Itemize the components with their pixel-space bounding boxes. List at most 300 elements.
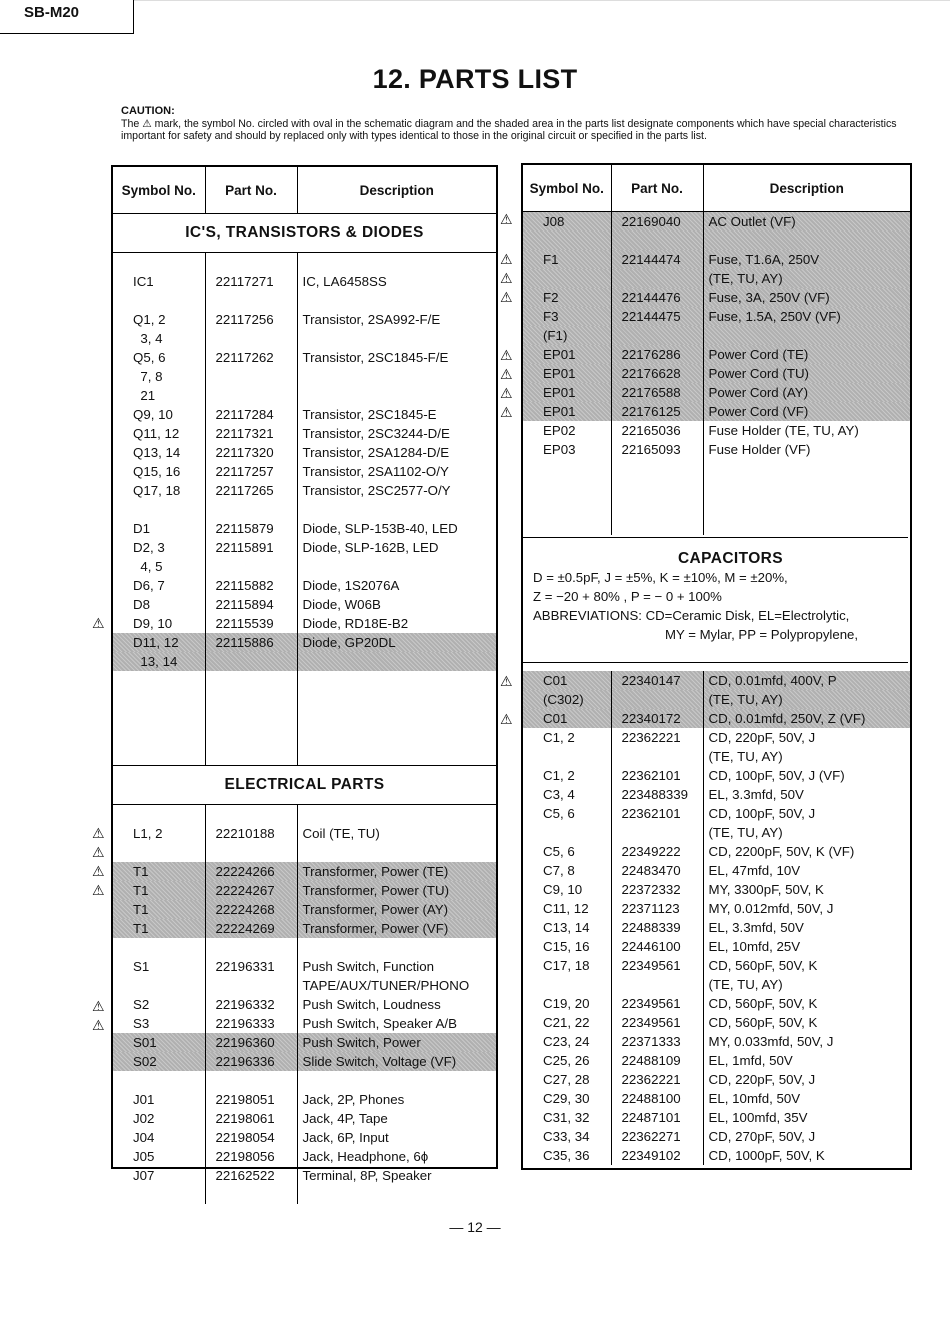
safety-part-row (523, 288, 910, 307)
symbol-cell: J07 (113, 1166, 205, 1185)
part-number-cell (205, 690, 297, 709)
symbol-cell: S01 (113, 1033, 205, 1052)
safety-warning-icon: ⚠ (500, 347, 513, 363)
safety-part-row (113, 881, 496, 900)
parts-row (113, 1147, 496, 1166)
part-number-cell (205, 1185, 297, 1204)
parts-row (113, 614, 496, 633)
safety-warning-icon: ⚠ (92, 844, 105, 860)
parts-row (523, 994, 910, 1013)
symbol-cell (113, 500, 205, 519)
parts-row (523, 766, 910, 785)
description-cell: Diode, 1S2076A (302, 577, 400, 593)
model-number: SB-M20 (0, 0, 134, 34)
part-number-cell: 22115886 (205, 633, 297, 652)
symbol-cell: Q11, 12 (113, 424, 205, 443)
symbol-cell (523, 823, 611, 842)
parts-row (113, 690, 496, 709)
symbol-cell (523, 478, 611, 497)
part-number-cell: 22340147 (611, 671, 703, 690)
parts-row (113, 424, 496, 443)
description-cell: Power Cord (AY) (708, 385, 809, 400)
safety-part-row (523, 250, 910, 269)
parts-row (113, 938, 496, 957)
parts-row (523, 842, 910, 861)
symbol-cell: C11, 12 (523, 899, 611, 918)
parts-row (523, 1032, 910, 1051)
description-cell: Push Switch, Loudness (302, 996, 441, 1012)
parts-row (113, 272, 496, 291)
safety-warning-icon: ⚠ (500, 385, 513, 401)
part-number-cell: 22362221 (611, 1070, 703, 1089)
part-number-cell (611, 326, 703, 345)
description-cell: Transistor, 2SA1284-D/E (302, 444, 450, 460)
symbol-cell: D1 (113, 519, 205, 538)
description-cell (703, 231, 910, 250)
description-cell: Transistor, 2SC2577-O/Y (302, 482, 451, 498)
description-cell: EL, 10mfd, 50V (708, 1091, 801, 1106)
description-cell: MY, 0.012mfd, 50V, J (708, 901, 834, 916)
description-cell: CD, 270pF, 50V, J (708, 1129, 816, 1144)
part-number-cell: 223488339 (611, 785, 703, 804)
symbol-cell: Q1, 2 (113, 310, 205, 329)
symbol-cell (523, 975, 611, 994)
parts-row (113, 805, 496, 824)
part-number-cell: 22144475 (611, 307, 703, 326)
parts-row (113, 443, 496, 462)
description-cell: Jack, 6P, Input (302, 1129, 389, 1145)
description-cell: EL, 10mfd, 25V (708, 939, 801, 954)
parts-row (113, 995, 496, 1014)
description-cell: EL, 1mfd, 50V (708, 1053, 793, 1068)
part-number-cell: 22210188 (205, 824, 297, 843)
symbol-cell: C29, 30 (523, 1089, 611, 1108)
parts-row (113, 976, 496, 995)
description-cell: CD, 0.01mfd, 400V, P (708, 673, 837, 688)
part-number-cell: 22196332 (205, 995, 297, 1014)
part-number-cell: 22117320 (205, 443, 297, 462)
description-cell (297, 367, 496, 386)
page-title: 12. PARTS LIST (372, 64, 578, 94)
description-cell: Slide Switch, Voltage (VF) (302, 1053, 457, 1069)
part-number-cell: 22117257 (205, 462, 297, 481)
part-number-cell: 22117321 (205, 424, 297, 443)
part-number-cell (611, 823, 703, 842)
symbol-cell: (F1) (523, 326, 611, 345)
part-number-cell (205, 671, 297, 690)
parts-row (113, 1128, 496, 1147)
description-cell: Fuse, 1.5A, 250V (VF) (708, 309, 841, 324)
part-number-cell: 22349561 (611, 1013, 703, 1032)
description-cell: Transformer, Power (AY) (302, 901, 449, 917)
safety-part-row (113, 1052, 496, 1071)
part-number-cell: 22169040 (611, 212, 703, 232)
parts-row (113, 1185, 496, 1204)
safety-warning-icon: ⚠ (500, 673, 513, 689)
description-cell: Push Switch, Power (302, 1034, 421, 1050)
part-number-cell: 22117265 (205, 481, 297, 500)
part-number-cell (205, 709, 297, 728)
part-number-cell: 22488109 (611, 1051, 703, 1070)
symbol-cell: Q5, 6 (113, 348, 205, 367)
left-parts-table (113, 167, 496, 1204)
safety-part-row (523, 345, 910, 364)
safety-part-row (523, 326, 910, 345)
symbol-cell (113, 843, 205, 862)
right-parts-table (523, 165, 910, 535)
description-cell (703, 326, 910, 345)
part-number-cell (611, 516, 703, 535)
parts-row (113, 747, 496, 766)
symbol-cell (523, 459, 611, 478)
capacitors-legend-line-1: D = ±0.5pF, J = ±5%, K = ±10%, M = ±20%, (533, 570, 788, 585)
symbol-cell: J04 (113, 1128, 205, 1147)
safety-part-row (523, 383, 910, 402)
part-number-cell: 22176588 (611, 383, 703, 402)
description-cell: AC Outlet (VF) (708, 214, 796, 229)
part-number-cell (205, 500, 297, 519)
description-cell: CD, 1000pF, 50V, K (708, 1148, 825, 1163)
description-cell: CD, 2200pF, 50V, K (VF) (708, 844, 855, 859)
symbol-cell (523, 516, 611, 535)
description-cell: Transformer, Power (TE) (302, 863, 449, 879)
part-number-cell: 22198054 (205, 1128, 297, 1147)
safety-warning-icon: ⚠ (500, 711, 513, 727)
parts-row (523, 1127, 910, 1146)
parts-row (523, 497, 910, 516)
parts-row (523, 918, 910, 937)
description-cell (297, 747, 496, 766)
description-cell: (TE, TU, AY) (708, 692, 783, 707)
parts-row (113, 709, 496, 728)
symbol-cell: C13, 14 (523, 918, 611, 937)
parts-row (523, 1051, 910, 1070)
parts-row (523, 880, 910, 899)
capacitors-title: CAPACITORS (677, 550, 784, 567)
part-number-cell (205, 843, 297, 862)
part-number-cell: 22224268 (205, 900, 297, 919)
parts-row (523, 1013, 910, 1032)
part-number-cell: 22488339 (611, 918, 703, 937)
symbol-cell: T1 (113, 862, 205, 881)
description-cell: (TE, TU, AY) (708, 749, 783, 764)
symbol-cell: C31, 32 (523, 1108, 611, 1127)
part-number-cell: 22349102 (611, 1146, 703, 1165)
part-number-cell: 22488100 (611, 1089, 703, 1108)
parts-row (523, 861, 910, 880)
safety-part-row (523, 690, 910, 709)
part-number-cell (205, 747, 297, 766)
part-number-cell: 22115882 (205, 576, 297, 595)
symbol-cell: C5, 6 (523, 804, 611, 823)
page-number: — 12 — (449, 1219, 501, 1235)
part-number-cell: 22196360 (205, 1033, 297, 1052)
symbol-cell: C1, 2 (523, 766, 611, 785)
part-number-cell: 22176628 (611, 364, 703, 383)
description-cell: Jack, Headphone, 6ϕ (302, 1148, 429, 1164)
symbol-cell: F2 (523, 288, 611, 307)
safety-part-row (113, 862, 496, 881)
part-number-cell (205, 652, 297, 671)
description-cell (297, 652, 496, 671)
part-number-cell (611, 747, 703, 766)
parts-row (113, 462, 496, 481)
symbol-cell: D11, 12 (113, 633, 205, 652)
symbol-cell: 13, 14 (113, 652, 205, 671)
parts-row (523, 1089, 910, 1108)
symbol-cell: EP03 (523, 440, 611, 459)
part-number-cell: 22349561 (611, 994, 703, 1013)
col-header-symbol-right: Symbol No. (523, 165, 611, 212)
parts-row (113, 500, 496, 519)
safety-part-row (113, 919, 496, 938)
description-cell: (TE, TU, AY) (708, 977, 783, 992)
symbol-cell (113, 1071, 205, 1090)
parts-row (523, 459, 910, 478)
symbol-cell: EP02 (523, 421, 611, 440)
part-number-cell: 22144474 (611, 250, 703, 269)
part-number-cell: 22165093 (611, 440, 703, 459)
description-cell: Jack, 2P, Phones (302, 1091, 405, 1107)
parts-row (113, 481, 496, 500)
description-cell (297, 1071, 496, 1090)
description-cell: MY, 3300pF, 50V, K (708, 882, 824, 897)
part-number-cell: 22196336 (205, 1052, 297, 1071)
part-number-cell (205, 386, 297, 405)
capacitors-legend (523, 537, 908, 663)
description-cell: TAPE/AUX/TUNER/PHONO (302, 977, 470, 993)
part-number-cell: 22224269 (205, 919, 297, 938)
symbol-cell: C01 (523, 671, 611, 690)
parts-row (523, 975, 910, 994)
capacitors-legend-line-3: ABBREVIATIONS: CD=Ceramic Disk, EL=Electrolytic, (533, 608, 850, 623)
symbol-cell: Q15, 16 (113, 462, 205, 481)
parts-row (523, 1070, 910, 1089)
symbol-cell: C3, 4 (523, 785, 611, 804)
safety-warning-icon: ⚠ (92, 863, 105, 879)
symbol-cell: C5, 6 (523, 842, 611, 861)
symbol-cell: C15, 16 (523, 937, 611, 956)
symbol-cell (523, 231, 611, 250)
safety-part-row (113, 633, 496, 652)
symbol-cell: Q13, 14 (113, 443, 205, 462)
part-number-cell: 22483470 (611, 861, 703, 880)
part-number-cell: 22115891 (205, 538, 297, 557)
symbol-cell: EP01 (523, 345, 611, 364)
description-cell: EL, 3.3mfd, 50V (708, 920, 804, 935)
symbol-cell: C23, 24 (523, 1032, 611, 1051)
parts-row (113, 1166, 496, 1185)
description-cell (297, 843, 496, 862)
parts-row (523, 421, 910, 440)
description-cell: Diode, SLP-162B, LED (302, 539, 439, 555)
description-cell: CD, 100pF, 50V, J (VF) (708, 768, 845, 783)
safety-part-row (523, 364, 910, 383)
part-number-cell: 22117256 (205, 310, 297, 329)
symbol-cell: C7, 8 (523, 861, 611, 880)
part-number-cell: 22487101 (611, 1108, 703, 1127)
parts-row (113, 1109, 496, 1128)
part-number-cell: 22176286 (611, 345, 703, 364)
col-header-desc: Description (297, 167, 496, 214)
part-number-cell: 22198061 (205, 1109, 297, 1128)
symbol-cell (113, 709, 205, 728)
symbol-cell (523, 497, 611, 516)
section-ics-transistors-diodes: IC'S, TRANSISTORS & DIODES (113, 214, 496, 253)
description-cell (297, 386, 496, 405)
description-cell (297, 557, 496, 576)
symbol-cell: IC1 (113, 272, 205, 291)
part-number-cell: 22117262 (205, 348, 297, 367)
part-number-cell (611, 690, 703, 709)
symbol-cell (113, 1185, 205, 1204)
safety-part-row (523, 709, 910, 728)
symbol-cell: EP01 (523, 402, 611, 421)
symbol-cell: 3, 4 (113, 329, 205, 348)
parts-row (113, 405, 496, 424)
description-cell (297, 1185, 496, 1204)
part-number-cell (205, 367, 297, 386)
safety-part-row (523, 231, 910, 250)
parts-row (113, 386, 496, 405)
parts-row (113, 1071, 496, 1090)
safety-warning-icon: ⚠ (92, 998, 105, 1014)
description-cell: Coil (TE, TU) (302, 825, 380, 841)
safety-part-row (523, 269, 910, 288)
safety-part-row (523, 307, 910, 326)
parts-row (523, 899, 910, 918)
top-rule (134, 0, 950, 1)
capacitors-table (523, 671, 910, 1165)
description-cell: Terminal, 8P, Speaker (302, 1167, 432, 1183)
symbol-cell: Q9, 10 (113, 405, 205, 424)
caution-note (121, 105, 916, 143)
description-cell: Jack, 4P, Tape (302, 1110, 388, 1126)
symbol-cell: T1 (113, 900, 205, 919)
part-number-cell: 22371333 (611, 1032, 703, 1051)
description-cell: CD, 220pF, 50V, J (708, 1072, 816, 1087)
description-cell: IC, LA6458SS (302, 273, 387, 289)
safety-warning-icon: ⚠ (500, 251, 513, 267)
part-number-cell: 22224267 (205, 881, 297, 900)
symbol-cell: J08 (523, 212, 611, 232)
symbol-cell (523, 747, 611, 766)
symbol-cell: D6, 7 (113, 576, 205, 595)
caution-heading: CAUTION: (121, 105, 175, 117)
description-cell (703, 478, 910, 497)
part-number-cell (611, 459, 703, 478)
symbol-cell: F1 (523, 250, 611, 269)
description-cell: Fuse, 3A, 250V (VF) (708, 290, 830, 305)
description-cell (297, 500, 496, 519)
description-cell: Power Cord (VF) (708, 404, 809, 419)
part-number-cell (205, 291, 297, 310)
part-number-cell: 22117284 (205, 405, 297, 424)
part-number-cell: 22224266 (205, 862, 297, 881)
symbol-cell: T1 (113, 919, 205, 938)
symbol-cell (113, 728, 205, 747)
capacitors-legend-line-2: Z = −20 + 80% , P = − 0 + 100% (533, 589, 722, 604)
parts-row (113, 824, 496, 843)
parts-row (523, 440, 910, 459)
part-number-cell: 22165036 (611, 421, 703, 440)
symbol-cell: L1, 2 (113, 824, 205, 843)
symbol-cell: D9, 10 (113, 614, 205, 633)
symbol-cell: EP01 (523, 364, 611, 383)
symbol-cell: C01 (523, 709, 611, 728)
part-number-cell (205, 805, 297, 824)
symbol-cell: T1 (113, 881, 205, 900)
part-number-cell (611, 497, 703, 516)
part-number-cell: 22362101 (611, 766, 703, 785)
symbol-cell: (C302) (523, 690, 611, 709)
parts-row (113, 310, 496, 329)
description-cell: CD, 100pF, 50V, J (708, 806, 816, 821)
symbol-cell: F3 (523, 307, 611, 326)
description-cell: (TE, TU, AY) (708, 271, 783, 286)
description-cell (297, 805, 496, 824)
part-number-cell: 22372332 (611, 880, 703, 899)
description-cell: Transformer, Power (VF) (302, 920, 449, 936)
parts-row (113, 843, 496, 862)
symbol-cell: C21, 22 (523, 1013, 611, 1032)
col-header-part: Part No. (205, 167, 297, 214)
parts-row (523, 1108, 910, 1127)
description-cell: EL, 47mfd, 10V (708, 863, 801, 878)
part-number-cell: 22362101 (611, 804, 703, 823)
symbol-cell: S1 (113, 957, 205, 976)
symbol-cell (113, 938, 205, 957)
description-cell: Fuse Holder (TE, TU, AY) (708, 423, 859, 438)
description-cell: Diode, GP20DL (302, 634, 396, 650)
part-number-cell: 22196333 (205, 1014, 297, 1033)
parts-row (523, 1146, 910, 1165)
symbol-cell: C17, 18 (523, 956, 611, 975)
safety-warning-icon: ⚠ (500, 366, 513, 382)
safety-warning-icon: ⚠ (500, 404, 513, 420)
symbol-cell: C25, 26 (523, 1051, 611, 1070)
symbol-cell: D8 (113, 595, 205, 614)
parts-row (113, 557, 496, 576)
description-cell (297, 728, 496, 747)
description-cell: EL, 100mfd, 35V (708, 1110, 808, 1125)
part-number-cell (611, 478, 703, 497)
part-number-cell: 22198051 (205, 1090, 297, 1109)
parts-row (523, 747, 910, 766)
description-cell: Transformer, Power (TU) (302, 882, 450, 898)
symbol-cell (113, 690, 205, 709)
safety-part-row (523, 671, 910, 690)
description-cell: CD, 560pF, 50V, K (708, 996, 818, 1011)
symbol-cell: J02 (113, 1109, 205, 1128)
parts-row (523, 478, 910, 497)
caution-text: The ⚠ mark, the symbol No. circled with oval in the schematic diagram and the shaded area in the parts list designate components which have special characteristics important for safety and should by replaced only with types identical to those in the original circuit or specified in the parts list. (121, 117, 897, 142)
description-cell (297, 671, 496, 690)
description-cell: Transistor, 2SA992-F/E (302, 311, 441, 327)
parts-row (113, 367, 496, 386)
symbol-cell (113, 291, 205, 310)
symbol-cell: 4, 5 (113, 557, 205, 576)
capacitors-legend-line-4: MY = Mylar, PP = Polypropylene, (665, 627, 859, 642)
description-cell: Transistor, 2SA1102-O/Y (302, 463, 449, 479)
section-electrical-parts: ELECTRICAL PARTS (113, 766, 496, 805)
symbol-cell (113, 805, 205, 824)
safety-part-row (113, 652, 496, 671)
symbol-cell: J01 (113, 1090, 205, 1109)
description-cell: Fuse Holder (VF) (708, 442, 811, 457)
parts-row (113, 538, 496, 557)
symbol-cell: S02 (113, 1052, 205, 1071)
